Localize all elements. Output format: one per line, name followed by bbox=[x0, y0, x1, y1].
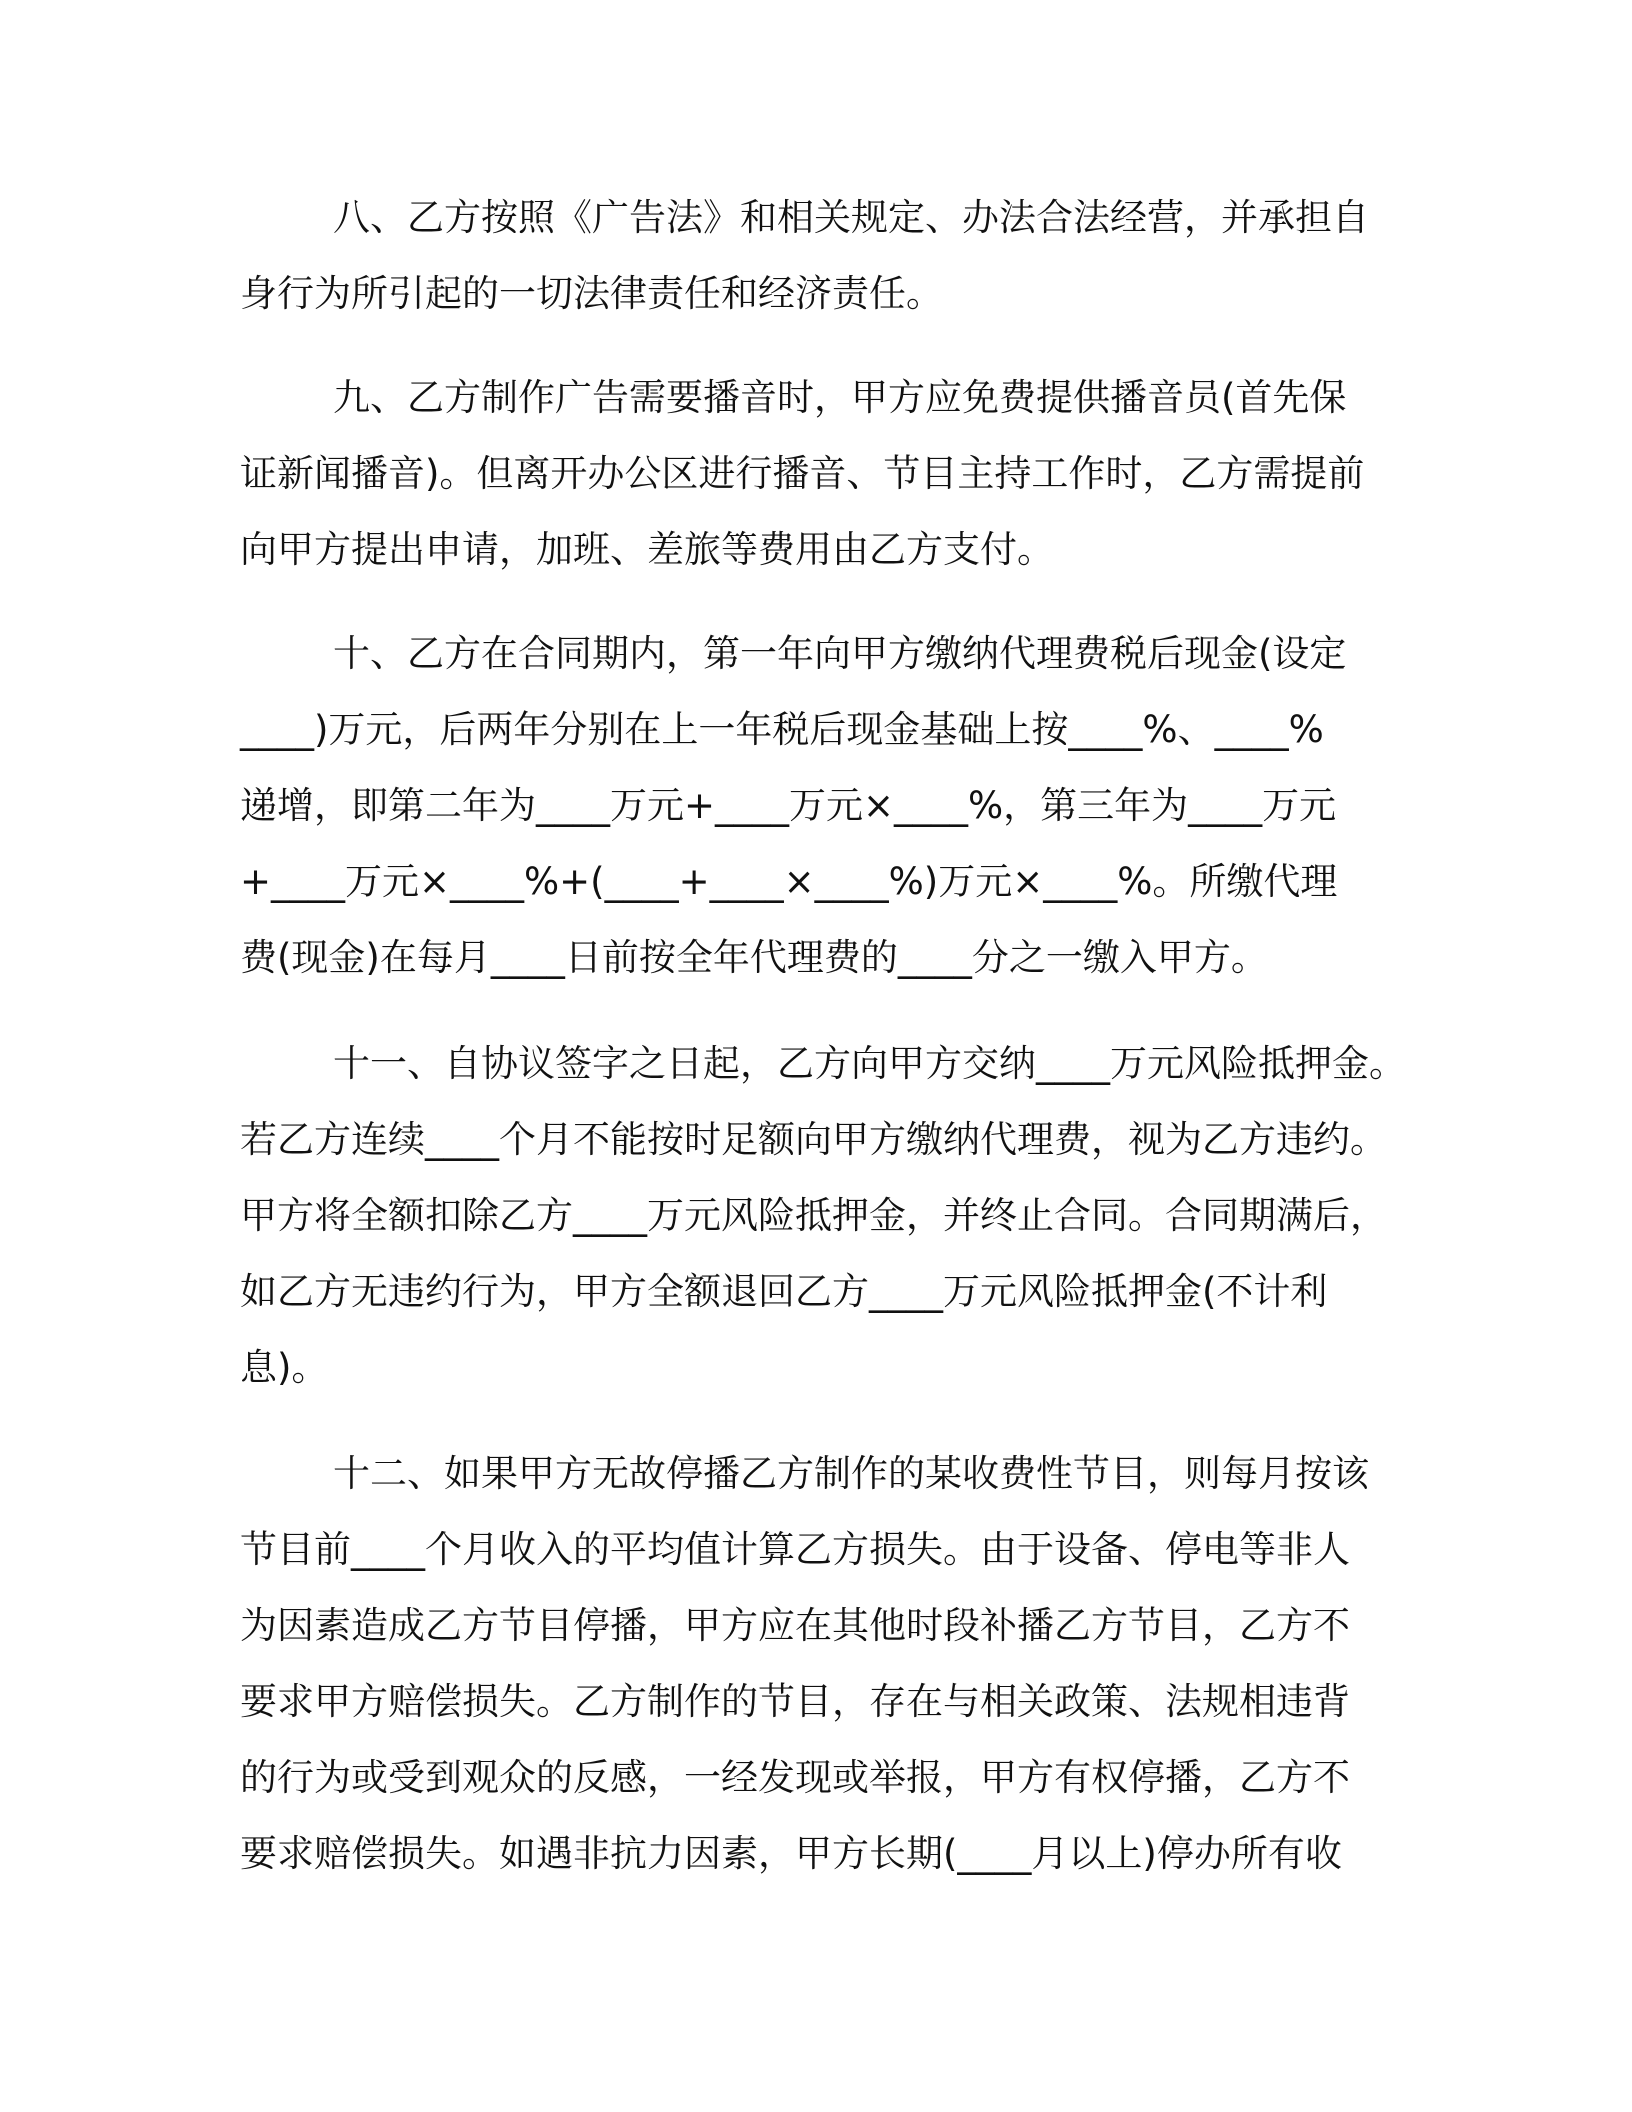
paragraph-12-line-1: 十二、如果甲方无故停播乙方制作的某收费性节目，则每月按该 bbox=[333, 1452, 1369, 1495]
paragraph-8-line-2: 身行为所引起的一切法律责任和经济责任。 bbox=[240, 272, 943, 315]
paragraph-11-line-2: 若乙方连续____个月不能按时足额向甲方缴纳代理费，视为乙方违约。 bbox=[240, 1118, 1387, 1161]
paragraph-10-line-4: +____万元×____%+(____+____×____%)万元×____%。所缴代理 bbox=[240, 860, 1338, 903]
paragraph-12-line-4: 要求甲方赔偿损失。乙方制作的节目，存在与相关政策、法规相违背 bbox=[240, 1680, 1350, 1723]
paragraph-9-line-3: 向甲方提出申请，加班、差旅等费用由乙方支付。 bbox=[240, 528, 1054, 571]
paragraph-10-line-3: 递增，即第二年为____万元+____万元×____%，第三年为____万元 bbox=[240, 784, 1337, 827]
paragraph-10-line-1: 十、乙方在合同期内，第一年向甲方缴纳代理费税后现金(设定 bbox=[333, 632, 1347, 675]
paragraph-9-line-1: 九、乙方制作广告需要播音时，甲方应免费提供播音员(首先保 bbox=[333, 376, 1347, 419]
paragraph-11-line-5: 息)。 bbox=[240, 1346, 329, 1389]
paragraph-12-line-2: 节目前____个月收入的平均值计算乙方损失。由于设备、停电等非人 bbox=[240, 1528, 1350, 1571]
paragraph-8-line-1: 八、乙方按照《广告法》和相关规定、办法合法经营，并承担自 bbox=[333, 196, 1369, 239]
paragraph-11-line-1: 十一、自协议签字之日起，乙方向甲方交纳____万元风险抵押金。 bbox=[333, 1042, 1406, 1085]
paragraph-11-line-4: 如乙方无违约行为，甲方全额退回乙方____万元风险抵押金(不计利 bbox=[240, 1270, 1328, 1313]
paragraph-12-line-6: 要求赔偿损失。如遇非抗力因素，甲方长期(____月以上)停办所有收 bbox=[240, 1832, 1342, 1875]
paragraph-10-line-5: 费(现金)在每月____日前按全年代理费的____分之一缴入甲方。 bbox=[240, 936, 1268, 979]
paragraph-10-line-2: ____)万元，后两年分别在上一年税后现金基础上按____%、____% bbox=[240, 708, 1324, 751]
paragraph-12-line-5: 的行为或受到观众的反感，一经发现或举报，甲方有权停播，乙方不 bbox=[240, 1756, 1350, 1799]
paragraph-11-line-3: 甲方将全额扣除乙方____万元风险抵押金，并终止合同。合同期满后， bbox=[240, 1194, 1387, 1237]
paragraph-12-line-3: 为因素造成乙方节目停播，甲方应在其他时段补播乙方节目，乙方不 bbox=[240, 1604, 1350, 1647]
paragraph-9-line-2: 证新闻播音)。但离开办公区进行播音、节目主持工作时，乙方需提前 bbox=[240, 452, 1365, 495]
